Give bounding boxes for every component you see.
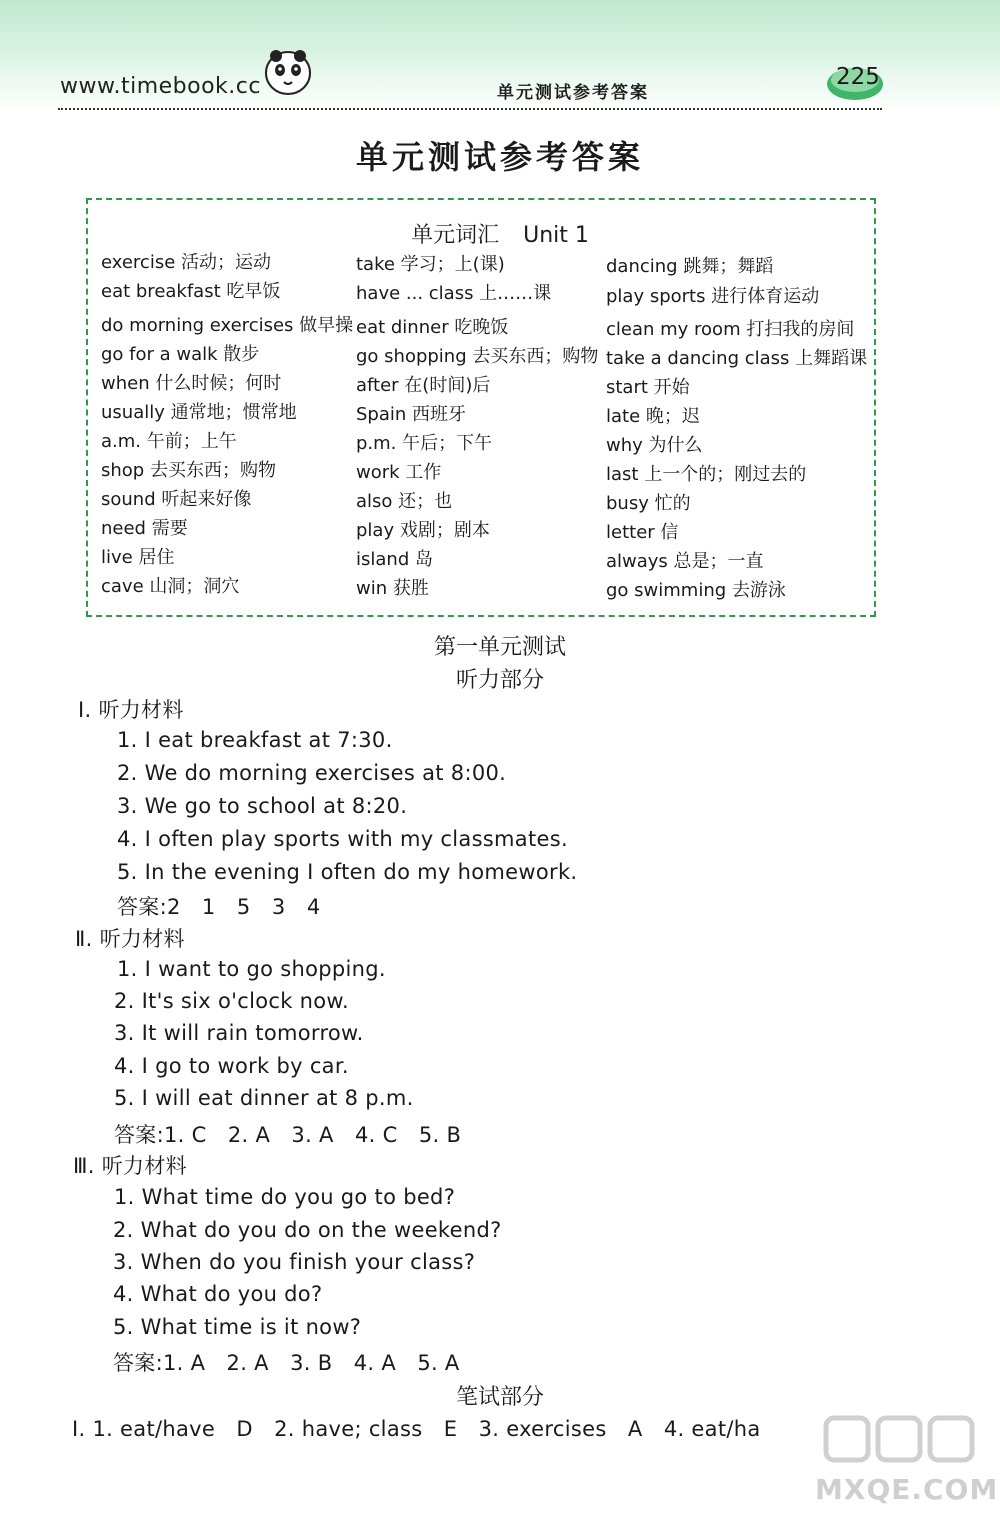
site-url: www.timebook.cc: [60, 74, 261, 99]
listening-line: 2. It's six o'clock now.: [114, 989, 349, 1013]
listening-line: 3. We go to school at 8:20.: [117, 794, 408, 818]
vocab-item: win 获胜: [356, 578, 429, 599]
listening-line: 3. It will rain tomorrow.: [114, 1021, 364, 1045]
answer-line: 答案:1. A 2. A 3. B 4. A 5. A: [113, 1351, 460, 1375]
vocab-item: island 岛: [356, 549, 433, 570]
listening-line: 4. I go to work by car.: [114, 1054, 349, 1078]
section-label: Ⅲ. 听力材料: [73, 1154, 187, 1178]
vocab-item: after 在(时间)后: [356, 375, 491, 396]
listening-line: 4. What do you do?: [113, 1282, 323, 1306]
vocab-item: play sports 进行体育运动: [606, 286, 820, 307]
section-label: Ⅱ. 听力材料: [75, 927, 185, 951]
panda-mascot-icon: [262, 46, 314, 98]
listening-line: 5. I will eat dinner at 8 p.m.: [114, 1086, 414, 1110]
watermark-text: MXQE.COM: [815, 1473, 999, 1506]
page-number: 225: [836, 64, 880, 90]
vocab-item: last 上一个的；刚过去的: [606, 464, 807, 485]
written-line: Ⅰ. 1. eat/have D 2. have; class E 3. exercises A 4. eat/ha: [72, 1417, 761, 1441]
vocab-heading-unit: Unit 1: [523, 223, 589, 248]
unit-test-title: 第一单元测试: [433, 635, 566, 660]
vocab-item: exercise 活动；运动: [101, 252, 272, 273]
vocab-item: why 为什么: [606, 435, 703, 456]
listening-line: 1. What time do you go to bed?: [114, 1185, 456, 1209]
vocab-item: shop 去买东西；购物: [101, 460, 276, 481]
section-label: Ⅰ. 听力材料: [78, 698, 184, 722]
listening-line: 2. What do you do on the weekend?: [113, 1218, 502, 1242]
vocab-item: start 开始: [606, 377, 690, 398]
listening-line: 1. I want to go shopping.: [117, 957, 386, 981]
vocab-item: take a dancing class 上舞蹈课: [606, 348, 868, 369]
vocab-item: when 什么时候；何时: [101, 373, 282, 394]
vocab-item: cave 山洞；洞穴: [101, 576, 240, 597]
answer-line: 答案:1. C 2. A 3. A 4. C 5. B: [114, 1123, 462, 1147]
written-title: 笔试部分: [455, 1385, 544, 1410]
listening-line: 4. I often play sports with my classmates.: [117, 827, 568, 851]
vocab-item: take 学习；上(课): [356, 254, 505, 275]
vocab-item: usually 通常地；惯常地: [101, 402, 297, 423]
vocab-item: eat dinner 吃晚饭: [356, 317, 509, 338]
page-title: 单元测试参考答案: [355, 138, 644, 176]
answer-line: 答案:2 1 5 3 4: [117, 895, 321, 919]
header-rule: [58, 108, 882, 110]
vocab-item: go swimming 去游泳: [606, 580, 786, 601]
running-title: 单元测试参考答案: [497, 83, 649, 103]
vocab-item: need 需要: [101, 518, 188, 539]
vocab-item: also 还；也: [356, 491, 453, 512]
vocab-item: go for a walk 散步: [101, 344, 260, 365]
vocab-heading-cn: 单元词汇: [411, 223, 500, 248]
listening-line: 5. In the evening I often do my homework.: [117, 860, 578, 884]
listening-line: 2. We do morning exercises at 8:00.: [117, 761, 507, 785]
vocab-item: play 戏剧；剧本: [356, 520, 490, 541]
vocab-item: p.m. 午后；下午: [356, 433, 493, 454]
vocab-item: dancing 跳舞；舞蹈: [606, 256, 774, 277]
vocab-item: live 居住: [101, 547, 175, 568]
vocab-item: go shopping 去买东西；购物: [356, 346, 599, 367]
vocab-item: Spain 西班牙: [356, 404, 467, 425]
vocab-item: late 晚；迟: [606, 406, 700, 427]
vocab-item: always 总是；一直: [606, 551, 764, 572]
vocab-item: busy 忙的: [606, 493, 691, 514]
listening-line: 1. I eat breakfast at 7:30.: [117, 728, 393, 752]
vocab-item: eat breakfast 吃早饭: [101, 281, 281, 302]
vocab-item: a.m. 午前；上午: [101, 431, 237, 452]
vocab-item: letter 信: [606, 522, 679, 543]
listening-title: 听力部分: [455, 668, 544, 693]
vocab-item: sound 听起来好像: [101, 489, 252, 510]
vocab-item: have ... class 上……课: [356, 283, 552, 304]
listening-line: 5. What time is it now?: [113, 1315, 362, 1339]
listening-line: 3. When do you finish your class?: [113, 1250, 476, 1274]
vocab-item: work 工作: [356, 462, 442, 483]
vocab-item: clean my room 打扫我的房间: [606, 319, 855, 340]
vocab-heading: [0, 218, 1000, 249]
vocab-item: do morning exercises 做早操: [101, 315, 354, 336]
